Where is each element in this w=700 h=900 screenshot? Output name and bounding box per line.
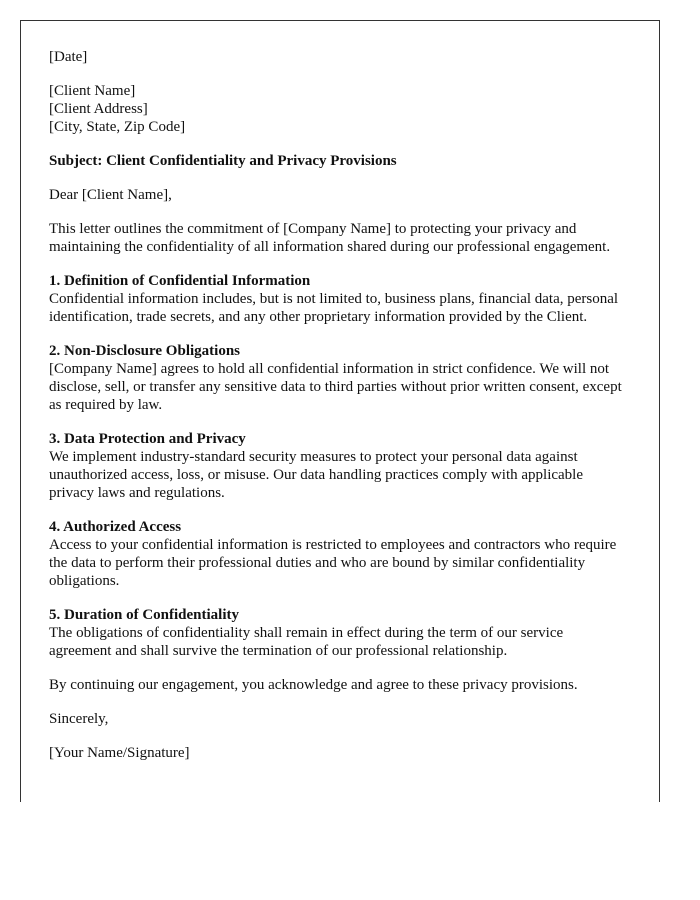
- letter-page: [20, 20, 660, 802]
- section-body: The obligations of confidentiality shall remain in effect during the term of our service agreement and shall survive the termination of our professional relationship.: [49, 625, 564, 659]
- section-heading: 5. Duration of Confidentiality: [49, 607, 240, 623]
- client-address-block: [49, 82, 627, 136]
- salutation: Dear [Client Name],: [49, 187, 172, 203]
- closing: Sincerely,: [49, 711, 109, 727]
- subject-line: Subject: Client Confidentiality and Privacy Provisions: [49, 153, 397, 169]
- client-name: [Client Name]: [49, 83, 136, 99]
- section-heading: 4. Authorized Access: [49, 519, 182, 535]
- section-1: [49, 272, 627, 326]
- section-heading: 3. Data Protection and Privacy: [49, 431, 246, 447]
- section-body: Confidential information includes, but is not limited to, business plans, financial data, personal identification, trade secrets, and any other proprietary information provided by the Client.: [49, 291, 619, 325]
- section-body: We implement industry-standard security measures to protect your personal data against unauthorized access, loss, or misuse. Our data handling practices comply with applicable privacy laws and regulations.: [49, 449, 584, 501]
- closing-paragraph: By continuing our engagement, you acknowledge and agree to these privacy provisions.: [49, 677, 578, 693]
- date: [Date]: [49, 49, 88, 65]
- section-heading: 1. Definition of Confidential Information: [49, 273, 311, 289]
- signature: [Your Name/Signature]: [49, 745, 190, 761]
- section-3: [49, 430, 627, 502]
- section-5: [49, 606, 627, 660]
- section-heading: 2. Non-Disclosure Obligations: [49, 343, 240, 359]
- section-body: [Company Name] agrees to hold all confidential information in strict confidence. We will not disclose, sell, or transfer any sensitive data to third parties without prior written consent, except as required by law.: [49, 361, 622, 413]
- client-address: [Client Address]: [49, 101, 148, 117]
- client-city: [City, State, Zip Code]: [49, 119, 186, 135]
- intro-paragraph: This letter outlines the commitment of [Company Name] to protecting your privacy and maintaining the confidentiality of all information shared during our professional engagement.: [49, 221, 611, 255]
- section-2: [49, 342, 627, 414]
- section-4: [49, 518, 627, 590]
- section-body: Access to your confidential information is restricted to employees and contractors who require the data to perform their professional duties and who are bound by similar confidentiality obligations.: [49, 537, 617, 589]
